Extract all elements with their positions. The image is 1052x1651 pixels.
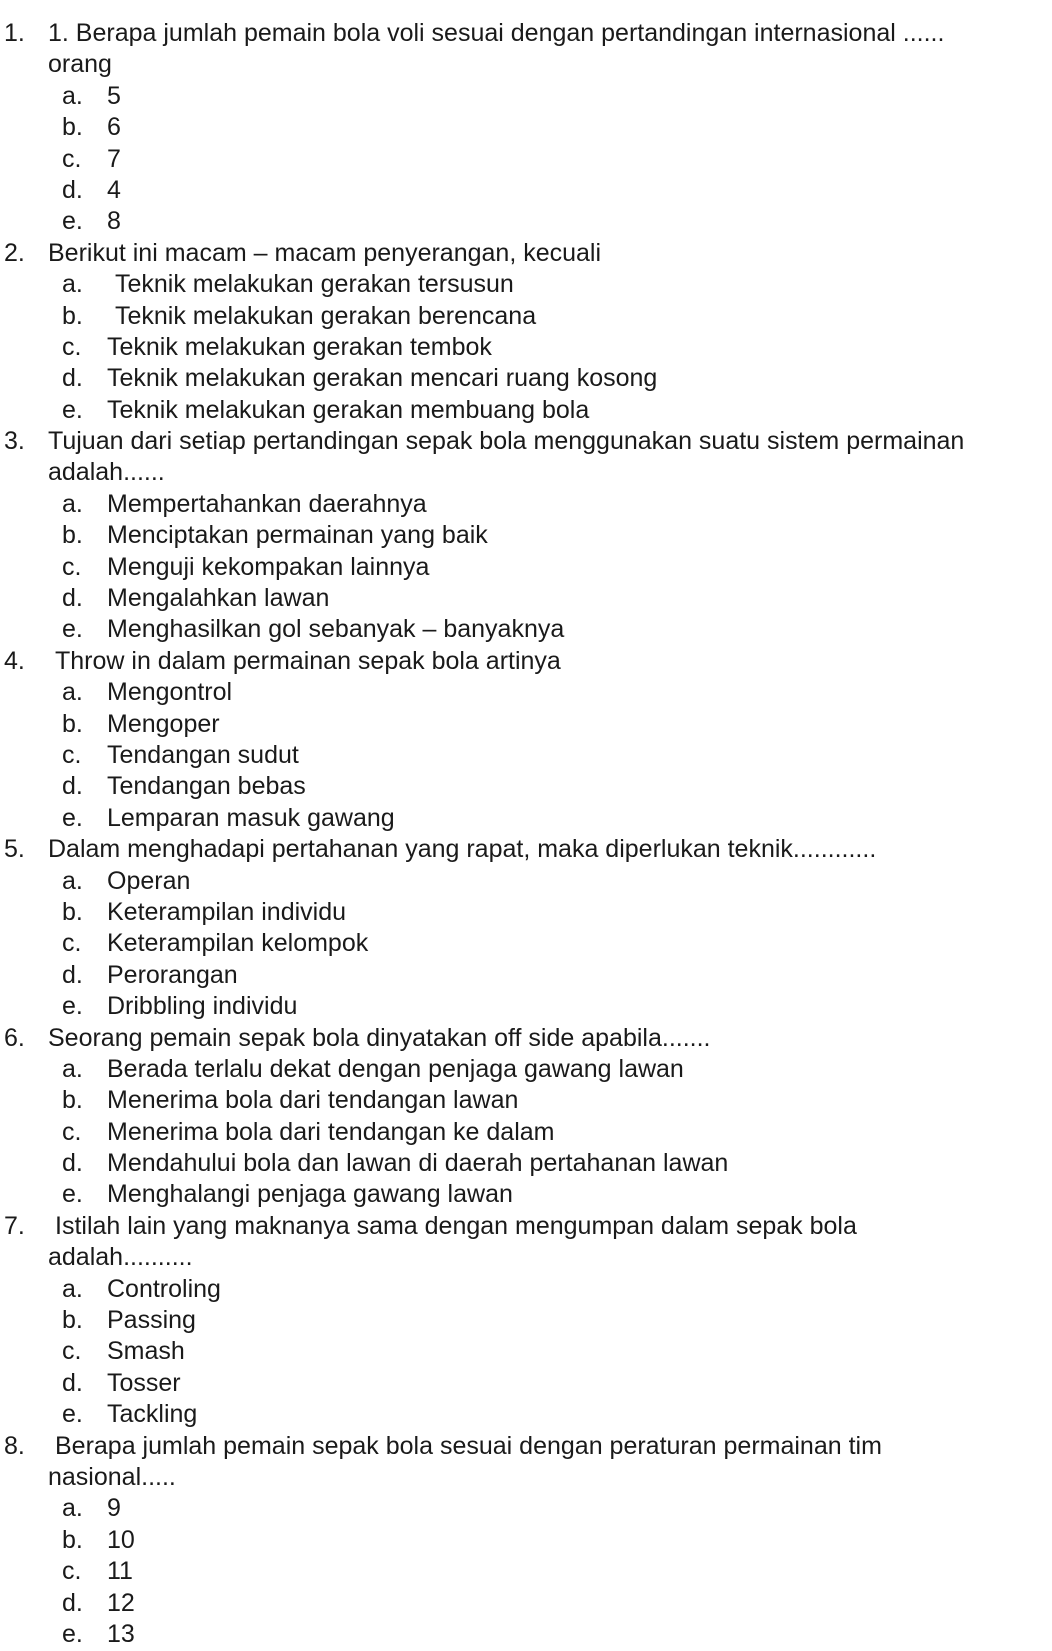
question-3-line-1 [0,426,1052,457]
option-text: Smash [107,1337,185,1366]
option-letter: d. [62,1368,83,1397]
option-text: Tendangan bebas [107,772,306,801]
question-8-option-a [0,1493,1052,1524]
option-letter: d. [62,772,83,801]
question-8-text-continued: nasional..... [48,1462,176,1491]
option-letter: c. [62,332,82,361]
option-text: Teknik melakukan gerakan mencari ruang kosong [107,364,658,393]
option-text: Menghasilkan gol sebanyak – banyaknya [107,615,565,644]
option-letter: d. [62,364,83,393]
question-5-option-e [0,991,1052,1022]
option-letter: b. [62,709,83,738]
option-text: Menerima bola dari tendangan ke dalam [107,1117,555,1146]
option-letter: b. [62,113,83,142]
option-letter: b. [62,301,83,330]
question-5-option-b [0,897,1052,928]
question-2-option-d [0,363,1052,394]
option-letter: b. [62,897,83,926]
question-5-option-c [0,928,1052,959]
question-3-option-b [0,520,1052,551]
option-text: Tendangan sudut [107,740,299,769]
option-letter: c. [62,929,82,958]
question-4-option-a [0,677,1052,708]
question-1-option-b [0,112,1052,143]
option-letter: a. [62,866,83,895]
question-8-option-d [0,1588,1052,1619]
question-4-text: Throw in dalam permainan sepak bola artinya [55,646,561,675]
question-7-line-1 [0,1211,1052,1242]
question-8-option-c [0,1556,1052,1587]
option-text: Keterampilan kelompok [107,929,369,958]
option-letter: e. [62,1619,83,1648]
question-4-option-e [0,803,1052,834]
option-letter: a. [62,1494,83,1523]
question-6-option-b [0,1085,1052,1116]
option-letter: c. [62,552,82,581]
option-letter: c. [62,740,82,769]
question-3-option-d [0,583,1052,614]
option-letter: b. [62,1525,83,1554]
option-text: Menghalangi penjaga gawang lawan [107,1180,513,1209]
question-3-option-c [0,552,1052,583]
option-letter: a. [62,678,83,707]
option-letter: b. [62,521,83,550]
question-6-option-c [0,1117,1052,1148]
option-letter: d. [62,960,83,989]
question-4-number: 4. [4,646,25,675]
option-letter: e. [62,803,83,832]
option-letter: d. [62,584,83,613]
question-8-option-e [0,1619,1052,1650]
option-text: 6 [107,113,121,142]
option-letter: e. [62,1180,83,1209]
option-text: Mengontrol [107,678,233,707]
option-text: Mengoper [107,709,220,738]
question-5-line-1 [0,834,1052,865]
option-text: 13 [107,1619,135,1648]
question-7-line-2 [0,1242,1052,1273]
option-letter: a. [62,1054,83,1083]
option-text: Teknik melakukan gerakan tembok [107,332,492,361]
question-1-line-2 [0,49,1052,80]
option-text: Berada terlalu dekat dengan penjaga gawang lawan [107,1054,684,1083]
question-7-option-b [0,1305,1052,1336]
question-3-number: 3. [4,427,25,456]
option-text: 5 [107,81,121,110]
option-letter: d. [62,1588,83,1617]
option-text: Perorangan [107,960,238,989]
option-text: Passing [107,1306,196,1335]
question-7-option-d [0,1368,1052,1399]
option-text: Tosser [107,1368,181,1397]
option-letter: a. [62,81,83,110]
question-1-option-e [0,206,1052,237]
question-7-option-e [0,1399,1052,1430]
question-7-number: 7. [4,1211,25,1240]
question-3-line-2 [0,457,1052,488]
option-letter: d. [62,1149,83,1178]
option-letter: c. [62,144,82,173]
option-text: Menerima bola dari tendangan lawan [107,1086,519,1115]
question-1-text-continued: orang [48,50,112,79]
question-7-option-a [0,1274,1052,1305]
question-5-option-d [0,960,1052,991]
question-3-option-a [0,489,1052,520]
option-letter: b. [62,1086,83,1115]
question-4-option-c [0,740,1052,771]
option-letter: e. [62,1400,83,1429]
question-7-option-c [0,1336,1052,1367]
option-text: Teknik melakukan gerakan tersusun [115,270,514,299]
option-text: Lemparan masuk gawang [107,803,395,832]
option-text: 10 [107,1525,135,1554]
option-letter: d. [62,175,83,204]
question-6-line-1 [0,1023,1052,1054]
option-text: 9 [107,1494,121,1523]
option-text: Dribbling individu [107,992,298,1021]
question-1-line-1 [0,18,1052,49]
question-7-text-continued: adalah.......... [48,1243,193,1272]
option-letter: a. [62,270,83,299]
question-sheet [0,18,1052,1650]
option-text: Operan [107,866,191,895]
question-8-text: Berapa jumlah pemain sepak bola sesuai dengan peraturan permainan tim [55,1431,882,1460]
option-letter: c. [62,1337,82,1366]
question-2-option-c [0,332,1052,363]
option-letter: e. [62,207,83,236]
option-letter: e. [62,992,83,1021]
question-8-line-1 [0,1431,1052,1462]
question-2-option-b [0,301,1052,332]
option-text: Menguji kekompakan lainnya [107,552,430,581]
question-8-line-2 [0,1462,1052,1493]
question-6-option-a [0,1054,1052,1085]
question-4-option-d [0,771,1052,802]
option-text: Keterampilan individu [107,897,347,926]
option-letter: a. [62,489,83,518]
question-1-option-c [0,144,1052,175]
option-text: 4 [107,175,121,204]
question-3-option-e [0,614,1052,645]
option-letter: e. [62,615,83,644]
question-3-text: Tujuan dari setiap pertandingan sepak bola menggunakan suatu sistem permainan [48,427,965,456]
option-text: Mempertahankan daerahnya [107,489,427,518]
question-8-option-b [0,1525,1052,1556]
question-1-number: 1. [4,19,25,47]
option-letter: c. [62,1557,82,1586]
question-3-text-continued: adalah...... [48,458,165,487]
question-4-line-1 [0,646,1052,677]
option-text: Tackling [107,1400,198,1429]
option-text: 12 [107,1588,135,1617]
question-6-text: Seorang pemain sepak bola dinyatakan off side apabila....... [48,1023,711,1052]
option-text: Menciptakan permainan yang baik [107,521,488,550]
question-5-text: Dalam menghadapi pertahanan yang rapat, maka diperlukan teknik............ [48,835,877,864]
question-7-text: Istilah lain yang maknanya sama dengan mengumpan dalam sepak bola [55,1211,857,1240]
option-text: Teknik melakukan gerakan membuang bola [107,395,590,424]
question-4-option-b [0,709,1052,740]
question-1-text: 1. Berapa jumlah pemain bola voli sesuai dengan pertandingan internasional ...... [48,19,945,47]
option-letter: c. [62,1117,82,1146]
question-2-option-e [0,395,1052,426]
option-text: Mengalahkan lawan [107,584,330,613]
question-1-option-d [0,175,1052,206]
option-letter: b. [62,1306,83,1335]
option-letter: e. [62,395,83,424]
question-5-number: 5. [4,835,25,864]
question-6-option-d [0,1148,1052,1179]
option-text: 7 [107,144,121,173]
option-letter: a. [62,1274,83,1303]
question-2-line-1 [0,238,1052,269]
question-6-option-e [0,1179,1052,1210]
option-text: 8 [107,207,121,236]
option-text: Mendahului bola dan lawan di daerah pertahanan lawan [107,1149,729,1178]
question-1-option-a [0,81,1052,112]
question-6-number: 6. [4,1023,25,1052]
question-2-number: 2. [4,238,25,267]
option-text: Teknik melakukan gerakan berencana [115,301,537,330]
question-8-number: 8. [4,1431,25,1460]
option-text: 11 [107,1557,133,1586]
question-2-option-a [0,269,1052,300]
question-2-text: Berikut ini macam – macam penyerangan, kecuali [48,238,602,267]
question-5-option-a [0,866,1052,897]
option-text: Controling [107,1274,221,1303]
